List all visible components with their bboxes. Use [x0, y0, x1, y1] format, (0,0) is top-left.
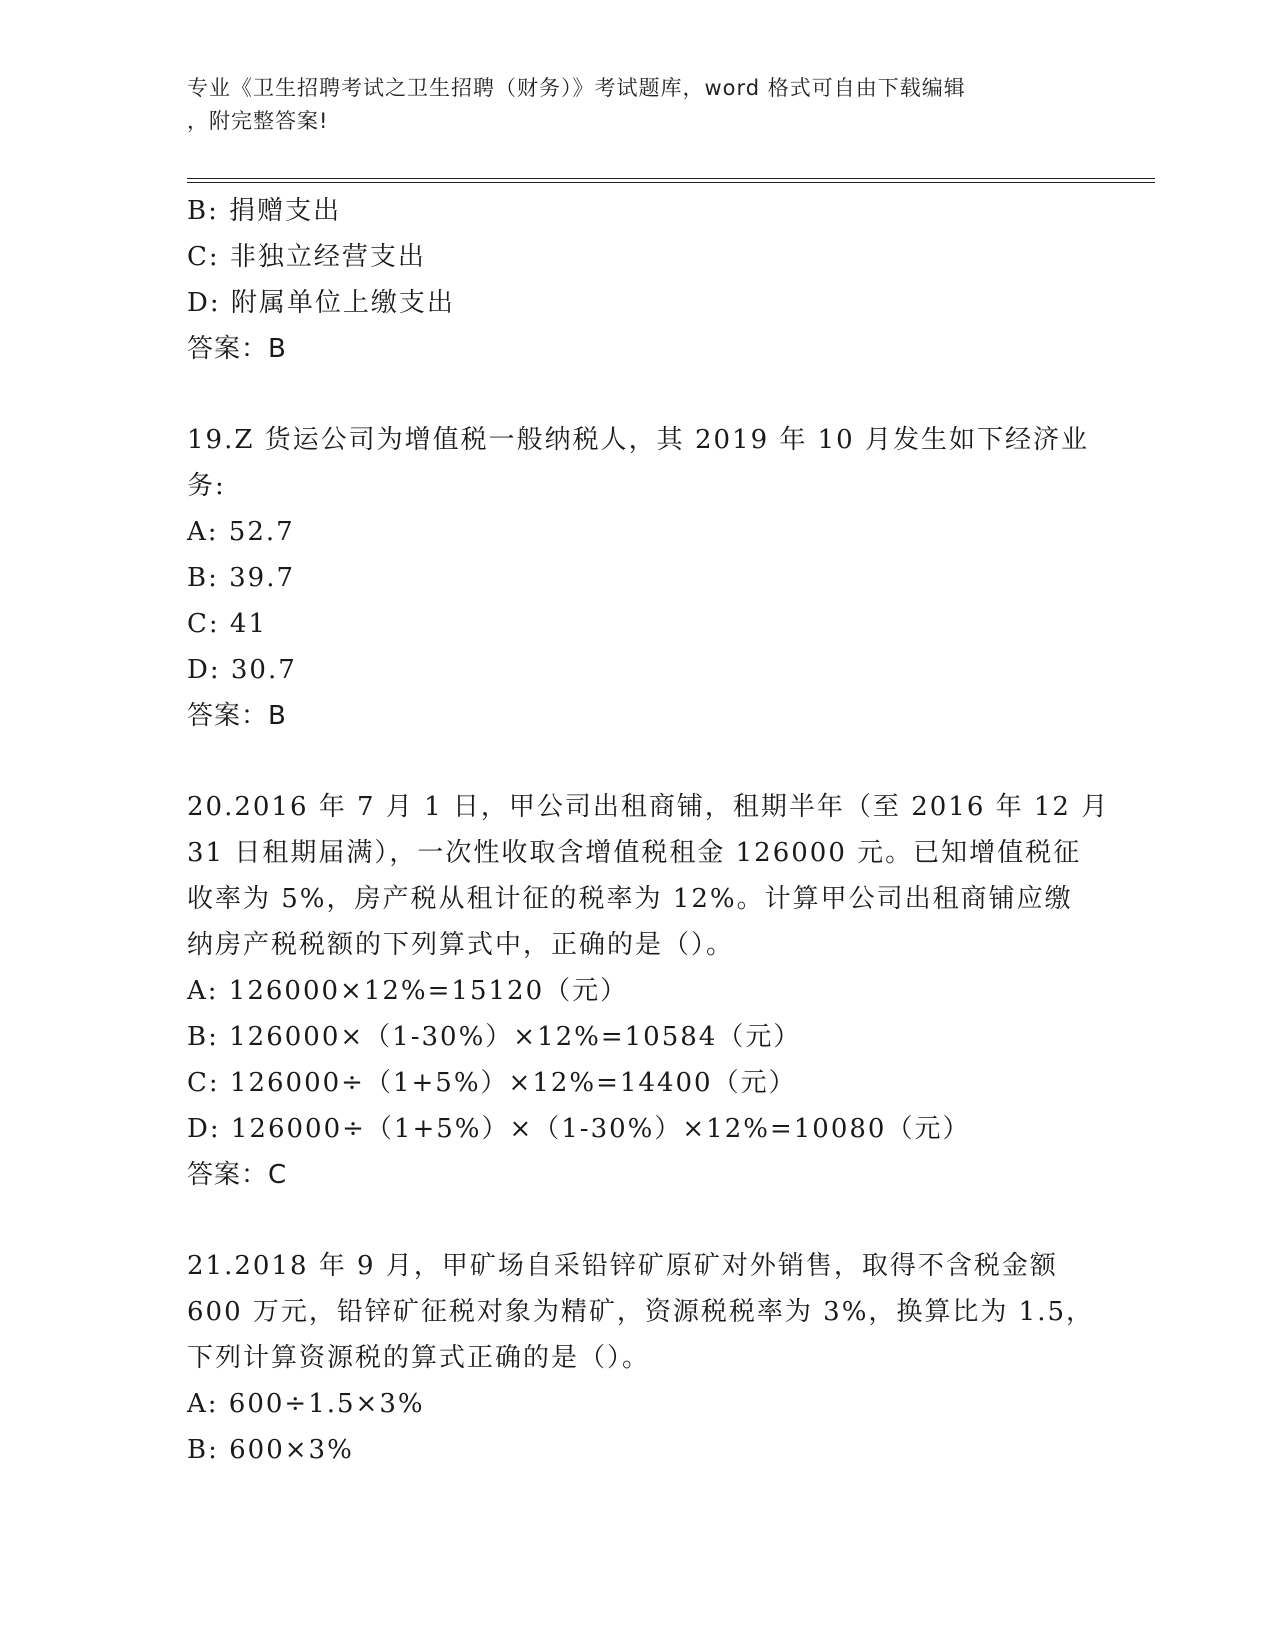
document-header	[187, 72, 1077, 138]
question-text-line: 下列计算资源税的算式正确的是（）。	[187, 1343, 651, 1373]
question-18	[187, 188, 1087, 372]
question-text-line: 31 日租期届满），一次性收取含增值税租金 126000 元。已知增值税征	[187, 838, 1082, 868]
question-21	[187, 1243, 1095, 1473]
option-c: C: 126000÷（1+5%）×12%=14400（元）	[187, 1068, 797, 1098]
option-a: A: 52.7	[187, 517, 295, 547]
header-line-1: 专业《卫生招聘考试之卫生招聘（财务）》考试题库，word 格式可自由下载编辑	[187, 76, 966, 100]
question-text-line: 19.Z 货运公司为增值税一般纳税人，其 2019 年 10 月发生如下经济业	[187, 425, 1089, 455]
question-text-line: 600 万元，铅锌矿征税对象为精矿，资源税税率为 3%，换算比为 1.5，	[187, 1297, 1095, 1327]
document-body	[187, 188, 1110, 1473]
option-c: C: 非独立经营支出	[187, 242, 426, 272]
option-a: A: 600÷1.5×3%	[187, 1389, 425, 1419]
option-d: D: 附属单位上缴支出	[187, 288, 455, 318]
option-b: B: 捐赠支出	[187, 196, 342, 226]
header-divider-top	[187, 178, 1155, 179]
option-a: A: 126000×12%=15120（元）	[187, 976, 629, 1006]
question-text-line: 21.2018 年 9 月，甲矿场自采铅锌矿原矿对外销售，取得不含税金额	[187, 1251, 1058, 1281]
option-d: D: 126000÷（1+5%）×（1-30%）×12%=10080（元）	[187, 1114, 971, 1144]
question-19	[187, 417, 1087, 739]
answer-line: 答案：C	[187, 1160, 288, 1190]
header-line-2: ，附完整答案!	[187, 109, 329, 133]
spacer	[187, 372, 1087, 417]
spacer	[187, 739, 1087, 784]
question-text-line: 务:	[187, 471, 226, 501]
answer-line: 答案：B	[187, 334, 287, 364]
question-text-line: 收率为 5%，房产税从租计征的税率为 12%。计算甲公司出租商铺应缴	[187, 884, 1073, 914]
option-d: D: 30.7	[187, 655, 297, 685]
question-20	[187, 784, 1110, 1198]
option-b: B: 600×3%	[187, 1435, 354, 1465]
header-divider-bottom	[187, 182, 1155, 183]
option-c: C: 41	[187, 609, 268, 639]
question-text-line: 纳房产税税额的下列算式中，正确的是（）。	[187, 930, 735, 960]
option-b: B: 39.7	[187, 563, 296, 593]
question-text-line: 20.2016 年 7 月 1 日，甲公司出租商铺，租期半年（至 2016 年 12 月	[187, 792, 1110, 822]
answer-line: 答案：B	[187, 701, 287, 731]
spacer	[187, 1198, 1087, 1243]
option-b: B: 126000×（1-30%）×12%=10584（元）	[187, 1022, 802, 1052]
